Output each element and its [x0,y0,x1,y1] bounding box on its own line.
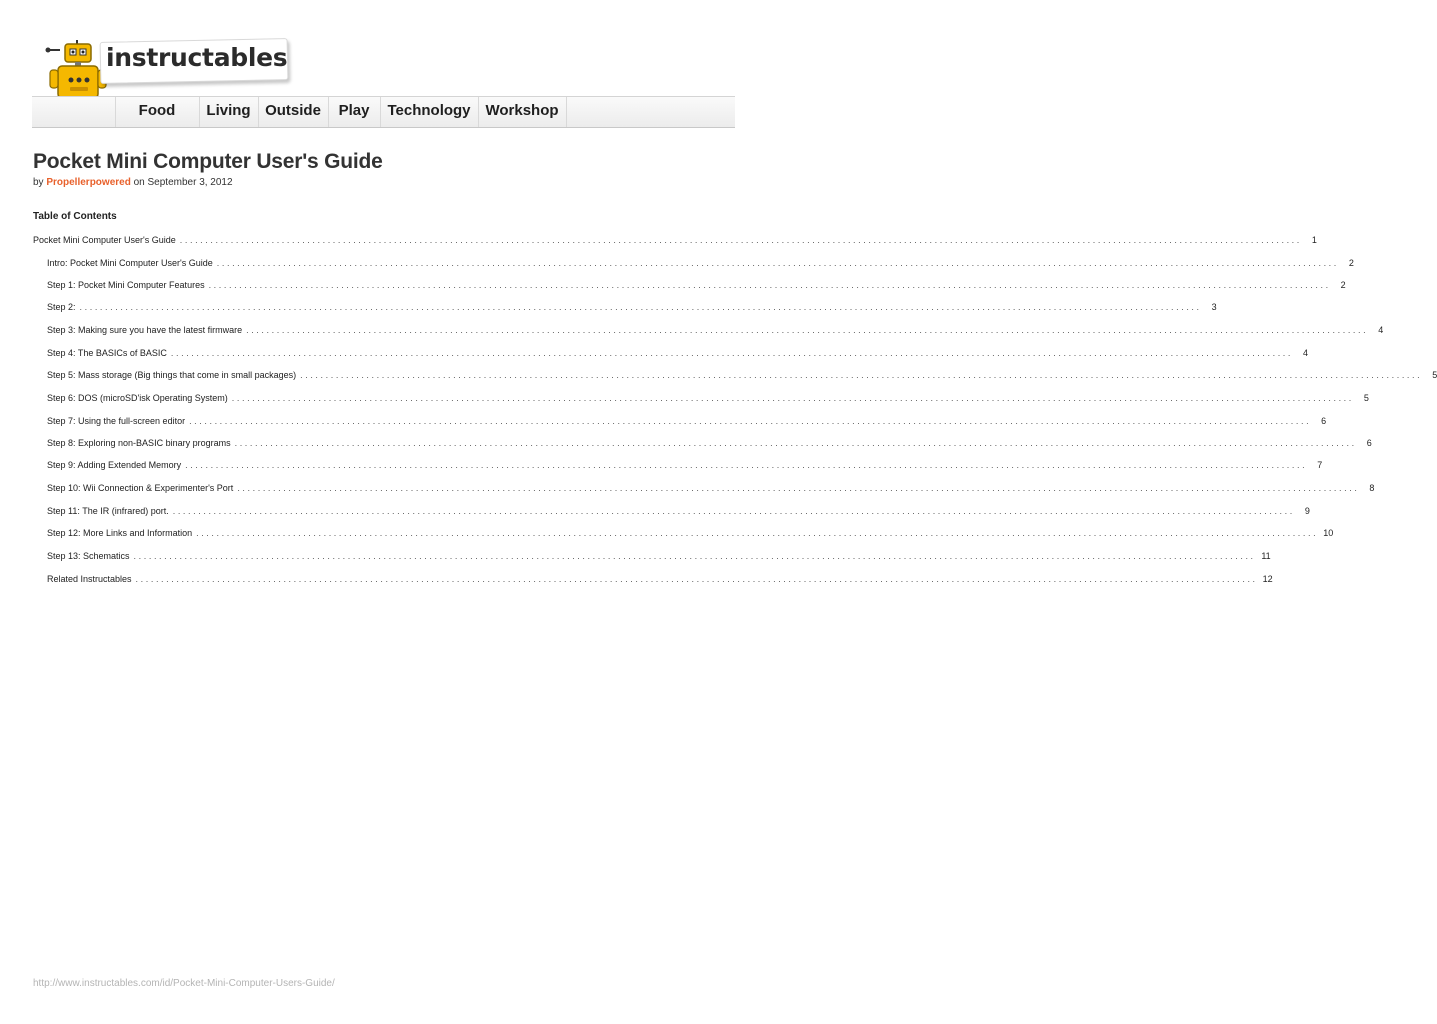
toc-entry-page: 11 [1261,551,1271,561]
toc-entry-label: Step 2: [47,302,76,312]
toc-entry[interactable] [47,370,1437,384]
toc-entry[interactable] [47,528,1334,542]
byline-date: on September 3, 2012 [133,177,233,188]
toc-entry-label: Related Instructables [47,574,132,584]
toc-entry-page: 10 [1323,528,1334,538]
toc-entry-page: 2 [1348,258,1354,268]
footer-url-link[interactable]: http://www.instructables.com/id/Pocket-Mini-Computer-Users-Guide/ [33,978,335,989]
toc-entry-page: 8 [1369,483,1375,493]
toc-leader-dots: ............................................................................................................................................................................................................................ [185,460,1308,470]
toc-entry[interactable] [33,235,1317,249]
nav-item-food[interactable]: Food [115,97,200,127]
toc-leader-dots: ............................................................................................................................................................................................................................ [196,528,1319,538]
toc-entry-label: Step 4: The BASICs of BASIC [47,348,167,358]
toc-leader-dots: ............................................................................................................................................................................................................................ [208,280,1331,290]
toc-entry[interactable] [47,506,1310,520]
toc-leader-dots: ............................................................................................................................................................................................................................ [133,551,1256,561]
toc-entry[interactable] [47,551,1271,565]
toc-entry-label: Step 9: Adding Extended Memory [47,460,182,470]
toc-entry-label: Step 8: Exploring non-BASIC binary programs [47,438,231,448]
toc-leader-dots: ............................................................................................................................................................................................................................ [300,370,1423,380]
toc-leader-dots: ............................................................................................................................................................................................................................ [237,483,1360,493]
toc-entry-page: 3 [1211,302,1217,312]
toc-entry-label: Step 3: Making sure you have the latest firmware [47,325,243,335]
nav-item-workshop[interactable]: Workshop [478,97,567,127]
toc-entry-label: Step 6: DOS (microSD'isk Operating System) [47,393,228,403]
toc-entry-label: Step 7: Using the full-screen editor [47,416,186,426]
toc-leader-dots: ............................................................................................................................................................................................................................ [172,506,1295,516]
toc-entry-label: Step 13: Schematics [47,551,130,561]
toc-entry-label: Step 5: Mass storage (Big things that come in small packages) [47,370,297,380]
toc-entry-page: 5 [1432,370,1437,380]
toc-entry-label: Intro: Pocket Mini Computer User's Guide [47,258,213,268]
toc-leader-dots: ............................................................................................................................................................................................................................ [189,416,1312,426]
toc-entry[interactable] [47,280,1346,294]
toc-entry-label: Pocket Mini Computer User's Guide [33,235,176,245]
site-logo-text[interactable]: instructables [106,43,288,72]
toc-entry[interactable] [47,574,1273,588]
toc-leader-dots: ............................................................................................................................................................................................................................ [246,325,1369,335]
toc-entry-label: Step 11: The IR (infrared) port. [47,506,169,516]
toc-leader-dots: ............................................................................................................................................................................................................................ [135,574,1258,584]
byline-prefix: by [33,177,44,188]
toc-entry-label: Step 10: Wii Connection & Experimenter's Port [47,483,234,493]
category-navbar [32,96,735,128]
navbar-left-spacer [32,97,116,127]
toc-entry[interactable] [47,393,1369,407]
toc-entry-page: 5 [1363,393,1369,403]
toc-entry-page: 12 [1262,574,1273,584]
toc-leader-dots: ............................................................................................................................................................................................................................ [170,348,1294,358]
toc-leader-dots: ............................................................................................................................................................................................................................ [79,302,1202,312]
toc-entry-label: Step 12: More Links and Information [47,528,193,538]
toc-leader-dots: ............................................................................................................................................................................................................................ [234,438,1357,448]
nav-item-technology[interactable]: Technology [380,97,479,127]
toc-entry[interactable] [47,258,1354,272]
page-title: Pocket Mini Computer User's Guide [33,150,383,173]
site-header [0,0,768,130]
toc-entry[interactable] [47,460,1323,474]
toc-entry-page: 9 [1304,506,1310,516]
toc-leader-dots: ............................................................................................................................................................................................................................ [231,393,1354,403]
toc-entry[interactable] [47,348,1309,362]
author-link[interactable]: Propellerpowered [46,177,131,188]
toc-entry[interactable] [47,325,1384,339]
byline [33,177,233,188]
toc-entry[interactable] [47,483,1375,497]
nav-item-outside[interactable]: Outside [258,97,329,127]
toc-entry-page: 2 [1340,280,1346,290]
toc-entry-page: 1 [1311,235,1317,245]
toc-entry-label: Step 1: Pocket Mini Computer Features [47,280,205,290]
toc-entry[interactable] [47,416,1327,430]
toc-entry[interactable] [47,438,1372,452]
toc-leader-dots: ............................................................................................................................................................................................................................ [216,258,1339,268]
toc-entry-page: 6 [1321,416,1327,426]
toc-entry-page: 4 [1303,348,1309,358]
toc-entry[interactable] [47,302,1217,316]
toc-entry-page: 4 [1378,325,1384,335]
toc-entry-page: 7 [1317,460,1323,470]
toc-leader-dots: ............................................................................................................................................................................................................................ [179,235,1302,245]
nav-item-play[interactable]: Play [328,97,381,127]
nav-item-living[interactable]: Living [199,97,259,127]
toc-entry-page: 6 [1366,438,1372,448]
toc-heading: Table of Contents [33,211,117,222]
